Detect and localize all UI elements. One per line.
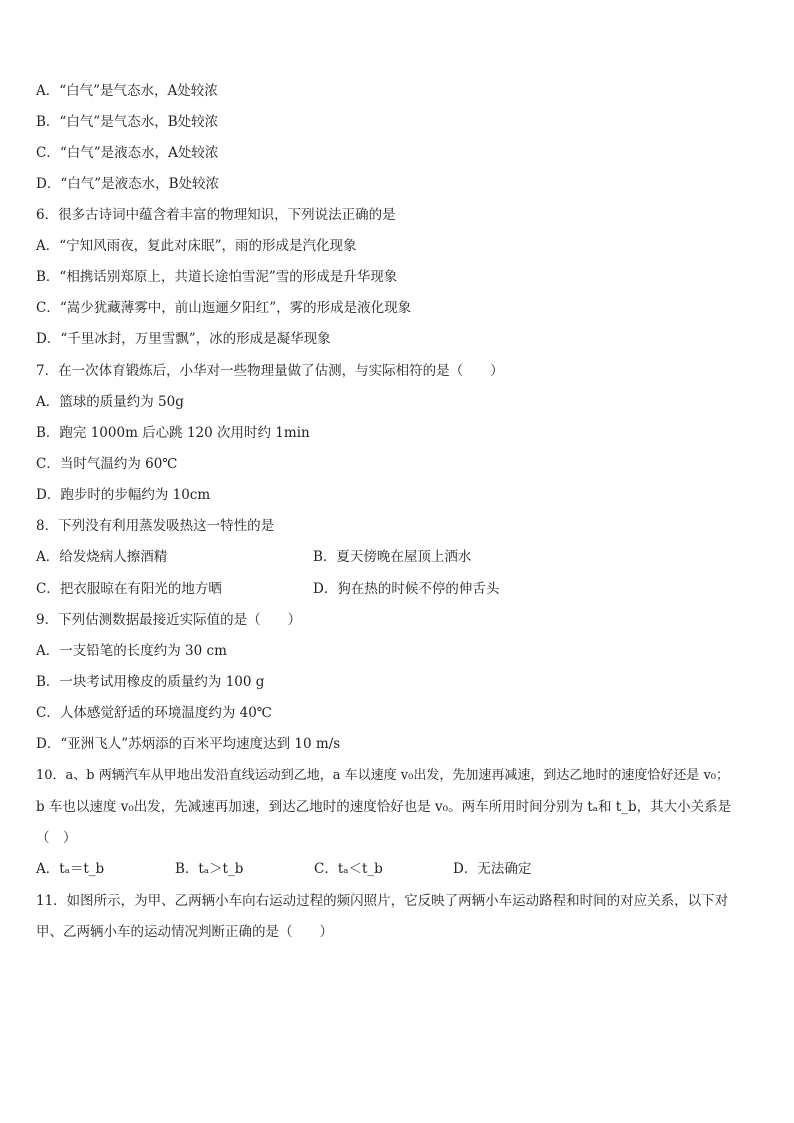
q11-stem-line1: 11．如图所示，为甲、乙两辆小车向右运动过程的频闪照片，它反映了两辆小车运动路程和时间的对应关系，以下对 bbox=[36, 893, 729, 909]
q10-stem-line1: 10．a、b 两辆汽车从甲地出发沿直线运动到乙地，a 车以速度 v₀出发，先加速再减速，到达乙地时的速度恰好还是 v₀； bbox=[36, 768, 730, 783]
q7-option-d: D．跑步时的步幅约为 10cm bbox=[36, 487, 211, 503]
q7-option-a: A．篮球的质量约为 50g bbox=[36, 394, 184, 410]
q8-option-c: C．把衣服晾在有阳光的地方晒 bbox=[36, 581, 222, 597]
q9-stem: 9．下列估测数据最接近实际值的是（ ） bbox=[36, 612, 302, 628]
q9-option-c: C．人体感觉舒适的环境温度约为 40℃ bbox=[36, 705, 272, 721]
q9-option-d: D．“亚洲飞人”苏炳添的百米平均速度达到 10 m/s bbox=[36, 736, 341, 752]
q5-option-b: B．“白气”是气态水，B处较浓 bbox=[36, 114, 219, 130]
q6-option-c: C．“嵩少犹藏薄雾中，前山迤逦夕阳红”，雾的形成是液化现象 bbox=[36, 300, 412, 316]
q7-option-c: C．当时气温约为 60℃ bbox=[36, 456, 178, 472]
q8-stem: 8．下列没有利用蒸发吸热这一特性的是 bbox=[36, 518, 275, 534]
q6-option-a: A．“宁知风雨夜，复此对床眠”，雨的形成是汽化现象 bbox=[36, 238, 357, 254]
q10-option-b: B．tₐ＞t_b bbox=[175, 861, 244, 877]
q10-option-c: C．tₐ＜t_b bbox=[314, 861, 383, 877]
q8-option-b: B．夏天傍晚在屋顶上洒水 bbox=[313, 549, 472, 565]
q7-stem: 7．在一次体育锻炼后，小华对一些物理量做了估测，与实际相符的是（ ） bbox=[36, 363, 504, 379]
q9-option-a: A．一支铅笔的长度约为 30 cm bbox=[36, 643, 227, 659]
q5-option-d: D．“白气”是液态水，B处较浓 bbox=[36, 176, 220, 192]
q7-option-b: B．跑完 1000m 后心跳 120 次用时约 1min bbox=[36, 425, 310, 441]
q11-stem-line2: 甲、乙两辆小车的运动情况判断正确的是（ ） bbox=[36, 924, 333, 940]
q6-stem: 6．很多古诗词中蕴含着丰富的物理知识，下列说法正确的是 bbox=[36, 207, 396, 223]
q8-option-a: A．给发烧病人擦酒精 bbox=[36, 549, 168, 565]
q9-option-b: B．一块考试用橡皮的质量约为 100 g bbox=[36, 674, 265, 690]
q5-option-a: A．“白气”是气态水，A处较浓 bbox=[36, 83, 218, 99]
q10-option-d: D．无法确定 bbox=[453, 861, 532, 877]
q6-option-d: D．“千里冰封，万里雪飘”，冰的形成是凝华现象 bbox=[36, 331, 331, 347]
q10-stem-line2: b 车也以速度 v₀出发，先减速再加速，到达乙地时的速度恰好也是 v₀。两车所用时间分别为 tₐ和 t_b，其大小关系是 bbox=[36, 799, 732, 815]
q8-option-d: D．狗在热的时候不停的伸舌头 bbox=[313, 581, 500, 597]
q10-stem-line3: （ ） bbox=[36, 830, 77, 846]
q6-option-b: B．“相携话别郑原上，共道长途怕雪泥”雪的形成是升华现象 bbox=[36, 269, 398, 285]
q10-option-a: A．tₐ＝t_b bbox=[36, 861, 105, 877]
q5-option-c: C．“白气”是液态水，A处较浓 bbox=[36, 145, 219, 161]
